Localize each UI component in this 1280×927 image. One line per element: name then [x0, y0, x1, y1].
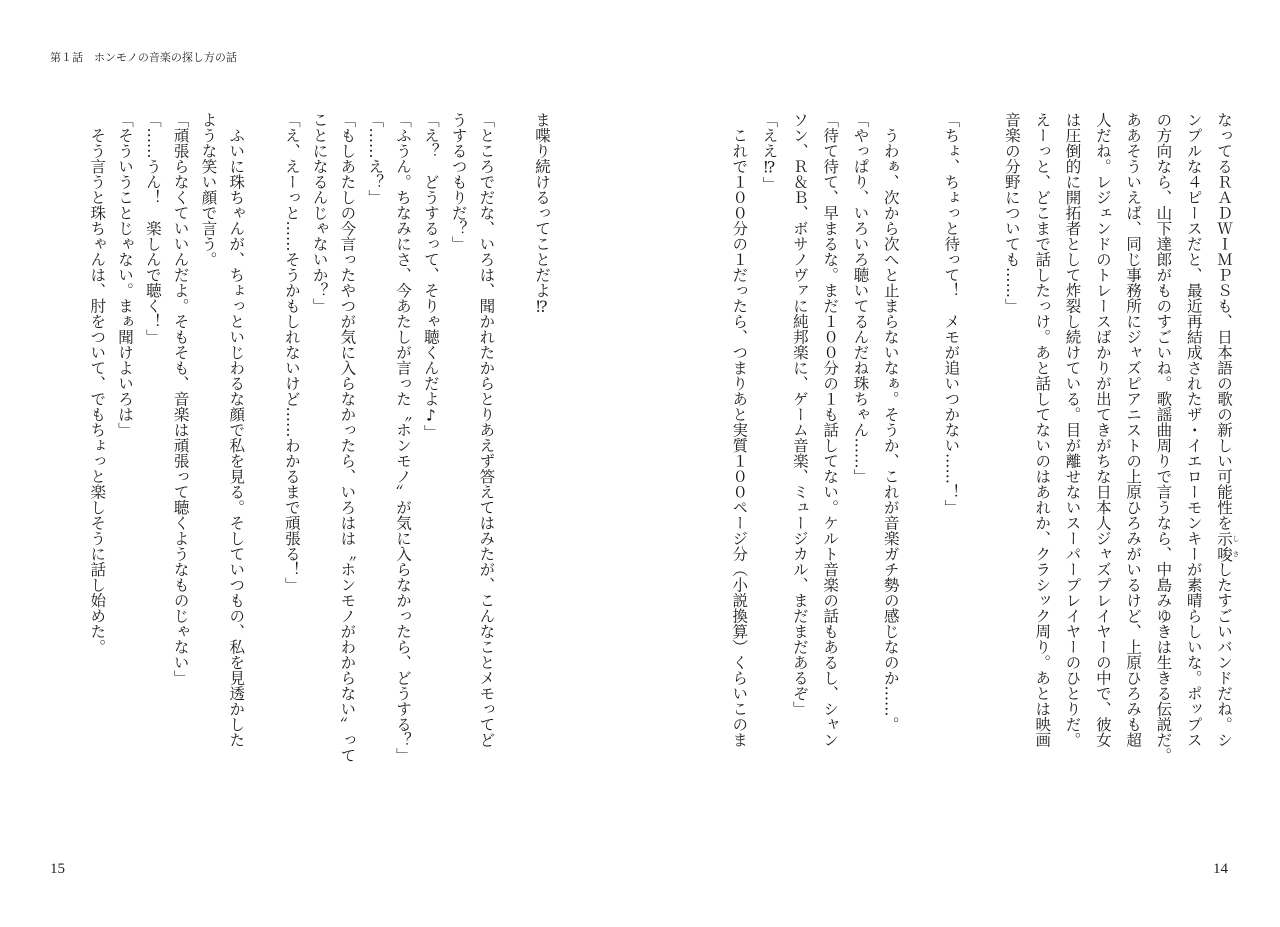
text-line: 「え？ どうするって、そりゃ聴くんだよ♪」 — [421, 112, 440, 440]
text-line: ソン、Ｒ＆Ｂ、ボサノヴァに純邦楽に、ゲーム音楽、ミュージカル、まだまだあるぞ」 — [790, 112, 809, 717]
text-line: 「ふうん。ちなみにさ、今あたしが言った〝ホンモノ〟が気に入らなかったら、どうする？」 — [394, 112, 413, 763]
text-line: 「ええ⁉」 — [760, 112, 779, 192]
text-line — [1209, 112, 1240, 792]
text-line: 「頑張らなくていいんだよ。そもそも、音楽は頑張って聴くようなものじゃない」 — [171, 112, 190, 686]
text-line: 人だね。レジェンドのトレースばかりが出てきがちな日本人ジャズプレイヤーの中で、彼女 — [1093, 112, 1112, 748]
text-line: ああそういえば、同じ事務所にジャズピアニストの上原ひろみがいるけど、上原ひろみも超 — [1124, 112, 1143, 748]
text-line: ような笑い顔で言う。 — [199, 112, 218, 267]
page-number-right: 14 — [1213, 861, 1228, 877]
blank-line — [499, 112, 527, 792]
page-number-left: 15 — [50, 861, 65, 877]
text-line: うするつもりだ？」 — [449, 112, 468, 252]
running-head: 第１話 ホンモノの音楽の探し方の話 — [50, 51, 237, 64]
text-line: 「そういうことじゃない。まぁ聞けよいろは」 — [116, 112, 135, 438]
text-line: ふいに珠ちゃんが、ちょっといじわるな顔で私を見る。そしていつもの、私を見透かした — [227, 112, 246, 748]
text-line: 「待て待て、早まるな。まだ１００分の１も話してない。ケルト音楽の話もあるし、シャン — [821, 112, 840, 748]
text-segment: なってるＲＡＤＷＩＭＰＳも、日本語の歌の新しい可能性を — [1215, 112, 1233, 531]
text-line: の方向なら、山下達郎がものすごいね。歌謡曲周りで言うなら、中島みゆきは生きる伝説だ。 — [1154, 112, 1173, 763]
text-line: 「もしあたしの今言ったやつが気に入らなかったら、いろはは〝ホンモノがわからない〟って — [338, 112, 357, 763]
text-line: 「……うん！ 楽しんで聴く！」 — [143, 112, 162, 345]
text-line: そう言うと珠ちゃんは、肘をついて、でもちょっと楽しそうに話し始めた。 — [88, 112, 107, 655]
page-15-text — [82, 112, 555, 792]
text-line: ことになるんじゃないか？」 — [310, 112, 329, 314]
text-line: えーっと、どこまで話したっけ。あと話してないのはあれか、クラシック周り。あとは映画 — [1033, 112, 1052, 748]
text-line: ま喋り続けるってことだよ⁉ — [533, 112, 551, 316]
text-line: 「ちょ、ちょっと待って！ メモが追いつかない……！」 — [942, 112, 961, 515]
text-line: 「……え？」 — [366, 112, 385, 205]
ruby-reading: しさ — [1232, 530, 1240, 562]
text-line: は圧倒的に開拓者として炸裂し続けている。目が離せないスーパープレイヤーのひとりだ。 — [1063, 112, 1082, 748]
text-line: 「やっぱり、いろいろ聴いてるんだね珠ちゃん……」 — [851, 112, 870, 484]
text-line: 「え、えーっと……そうかもしれないけど……わかるまで頑張る！」 — [282, 112, 301, 593]
blank-line — [966, 112, 996, 792]
blank-line — [249, 112, 277, 792]
ruby-base: 示唆 — [1215, 530, 1233, 562]
text-segment: したすごいバンドだね。シ — [1215, 561, 1233, 748]
page-14-text — [724, 112, 1240, 792]
text-line: これで１００分の１だったら、つまりあと実質１００ページ分（小説換算）くらいこのま — [730, 112, 749, 748]
text-line: 「ところでだな、いろは、聞かれたからとりあえず答えてはみたが、こんなことメモってど — [477, 112, 496, 748]
blank-line — [906, 112, 936, 792]
text-line: うわぁ、次から次へと止まらないなぁ。そうか、これが音楽ガチ勢の感じなのか……。 — [881, 112, 900, 732]
ruby-word — [1215, 530, 1240, 562]
text-line: 音楽の分野についても……」 — [1002, 112, 1021, 314]
text-line: ンプルな４ピースだと、最近再結成されたザ・イエローモンキーが素晴らしいな。ポップス — [1184, 112, 1203, 748]
